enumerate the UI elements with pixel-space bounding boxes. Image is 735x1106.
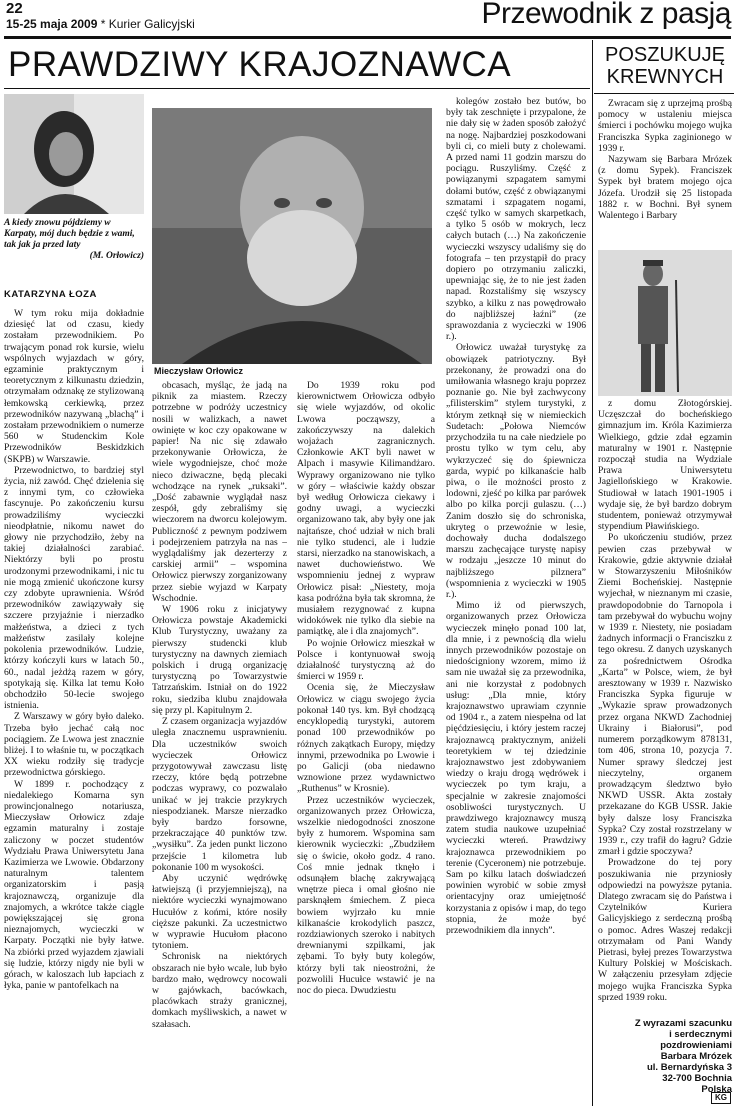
publication-name: * Kurier Galicyjski <box>97 17 195 31</box>
soldier-photo <box>598 250 732 396</box>
author-photo <box>4 94 144 214</box>
issue-date: 15-25 maja 2009 <box>6 17 98 31</box>
article-column-2 <box>152 380 287 1106</box>
title-rule <box>4 88 590 89</box>
paragraph: Z czasem organizacja wyjazdów uległa znacznemu usprawnieniu. Dla uczestników swoich wycieczek Orłowicz przygotowywał zawczasu listę rzeczy, które będą potrzebne podczas wyprawy, co pozwalało unikać w jej trakcie przykrych niespodzianek. Marsze nierzadko były bardzo forsowne, przekraczające 40 punktów tzw. „wysiłku”. Za jeden punkt liczono przejście 1 kilometra lub pokonanie 100 m wysokości. <box>152 716 287 873</box>
article-column-3 <box>297 380 435 1106</box>
signature-line: Z wyrazami szacunku <box>634 1018 732 1029</box>
epigraph-source: (M. Orłowicz) <box>89 251 144 261</box>
paragraph: Nazywam się Barbara Mrózek (z domu Sypek). Franciszek Sypek był bratem mojego ojca Józefa. Urodził się 25 listopada 1882 r. w Bochni. Był synem Walentego i Barbary <box>598 154 732 222</box>
epigraph-text: A kiedy znowu pójdziemy w Karpaty, mój duch będzie z wami, tak jak ja przed laty <box>4 218 135 250</box>
paragraph: Mimo iż od pierwszych, organizowanych przez Orłowicza wycieczek minęło ponad 100 lat, dla mnie, i z pewnością dla wielu innych przewodników pozostaje on niedościgniony wzorem, mimo iż sam nie uważał się za przewodnika, ani nie korzystał z podobnych usług: „Dla mnie, który krajoznawstwo uprawiam czynnie od 1904 r., a zatem niespełna od lat pięćdziesięciu, i który jestem raczej krajoznawcą praktycznym, aniżeli teoretykiem w tej dziedzinie krajoznawstwo jest zdobywaniem wiedzy o kraju drogą wędrówek i wycieczek po tym kraju, a specjalnie w zakresie znajomości osobliwości turystycznych. U prawdziwego krajoznawcy muszą zatem studia naukowe uzupełniać wycieczki wtereń. Prawdziwy krajoznawca przewodnikiem po terenie (Cyceronem) nie potrzebuje. Sam po kilku latach doświadczeń powinien wyrobić w sobie zmysł orientacyjny oraz umiejętność korzystania z opisów i map, do tego stopnia, że może być przewodnikiem dla innych”. <box>446 600 586 937</box>
paragraph: Z Warszawy w góry było daleko. Trzeba było jechać całą noc pociągiem. Ze Lwowa jest znacznie bliżej. I to właśnie tu, w początkach XX wieku rodziły się tradycje przewodnictwa górskiego. <box>4 711 144 779</box>
article-column-4 <box>446 96 586 1102</box>
sidebar-rule <box>594 93 734 94</box>
paragraph: W 1899 r. pochodzący z niedalekiego Komarna syn prowincjonalnego notariusza, Mieczysław Orłowicz zdaje egzamin maturalny i zostaje zaliczony w poczet studentów Wydziału Prawa Uniwersytetu Jana Kazimierza we Lwowie. Obdarzony naturalnym talentem organizatorskim i pasją krajoznawczą, organizuje dla znajomych, a wkrótce także ciągle powiększającej się grona nieznajomych, wycieczki w Karpaty. Początki nie były łatwe. Na zbiórki przed wyjazdem zjawiali się ludzie, którzy nigdy nie byli w górach, w kaloszach lub łapciach z łyka, panie w pantofelkach na <box>4 778 144 992</box>
sidebar-title: POSZUKUJĘ KREWNYCH <box>604 44 726 88</box>
page-number: 22 <box>6 0 23 17</box>
article-column-1 <box>4 308 144 1106</box>
sidebar-text-bottom <box>598 398 732 1016</box>
paragraph: Po wojnie Orłowicz mieszkał w Polsce i kontynuował swoją działalność turystyczną aż do śmierci w 1959 r. <box>297 637 435 683</box>
orlowicz-portrait <box>152 108 432 364</box>
portrait-caption: Mieczysław Orłowicz <box>154 366 244 376</box>
signature-line: Polska <box>701 1084 732 1095</box>
paragraph: Po ukończeniu studiów, przez pewien czas przebywał w Krakowie, gdzie aktywnie działał w Stowarzyszeniu Miłośników Ziemi Bocheńskiej. Następnie wyjechał, w nieznanym mi czasie, prawdopodobnie do Tarnopola i tam przebywał do wybuchu wojny w 1939 r. Niestety, nie posiadam żadnych informacji o Franciszku z tego okresu. Z danych uzyskanych za pośrednictwem Ośrodka „Karta” w Polsce, wiem, że był aresztowany w 1939 r. Nazwisko Franciszka Sypka figuruje w „Wykazie spraw prowadzonych przez organa NKWD Zachodniej Ukrainy i Białorusi”, pod numerem porządkowym 878131, tom 406, strona 10, pozycja 7. Numer sprawy śledczej jest nieczytelny, organem prowadzącym śledztwo było NKWD USSR. Akta zostały przekazane do KGB USSR. Jakie były dalsze losy Franciszka Sypka? Czy został rozstrzelany w 1939 r., czy trafił do łagru? Gdzie zmarł i gdzie spoczywa? <box>598 532 732 858</box>
issue-date-line <box>6 17 195 31</box>
paragraph: Przez uczestników wycieczek, organizowanych przez Orłowicza, wszelkie niedogodności znoszone były z humorem. Wspomina sam kierownik wycieczki: „Zbudziłem się o świcie, około godz. 4 rano. Coś mnie jednak tknęło i odsunąłem blachę zakrywającą wnętrze pieca i omal głośno nie parsknąłem śmiechem. Z pieca bowiem wyjrzało ku mnie kilkanaście krokodylich paszcz, rozdziawionych szeroko i nabitych drewnianymi szpilkami, jak zębami. To były buty kolegów, którzy byli tak nieostrożni, że pozwolili Hucułce wstawić je na noc do pieca. Dwudziestu <box>297 794 435 996</box>
paragraph: W 1906 roku z inicjatywy Orłowicza powstaje Akademicki Klub Turystyczny, uważany za pierwszy studencki klub turystyczny na dawnych ziemiach polskich i drugą organizację turystyczną po Towarzystwie Tatrzańskim. Istniał on do 1922 roku, siedziba klubu znajdowała się przy pl. Kapitulnym 2. <box>152 604 287 716</box>
signature-line: Barbara Mrózek <box>660 1051 732 1062</box>
paragraph: z domu Złotogórskiej. Uczęszczał do bocheńskiego gimnazjum im. Króla Kazimierza Wielkiego, gdzie zdał egzamin maturalny w 1901 r. Następnie rozpoczął studia na Wydziale Prawa Uniwersytetu Jagiellońskiego w Krakowie. Studiował w latach 1901-1905 i wydaje się, że był bardzo dobrym studentem, ponieważ otrzymywał stypendium Pławińskiego. <box>598 398 732 533</box>
paragraph: obcasach, myśląc, że jadą na piknik za miastem. Rzeczy potrzebne w podróży uczestnicy nosili w walizkach, a nawet owinięte w koc czy opakowane w papier! Na nic się zdawało przekonywanie Orłowicza, że wiele wygodniejsze, choć może nieco dziwaczne, będą plecaki wchodzące na rynek „ruksaki”. „Dość zabawnie wyglądał nasz zespół, gdy zebraliśmy się wieczorem na dworcu kolejowym. Publiczność z pewnym podziwem i podejrzeniem patrzyła na nas – wyglądaliśmy jak dezerterzy z carskiej armii” – wspomina Orłowicz pierwszy zorganizowany przez siebie wyjazd w Karpaty Wschodnie. <box>152 380 287 604</box>
paragraph: Schronisk na niektórych obszarach nie było wcale, lub było bardzo mało, wędrowcy nocowali w gajówkach, bacówkach, placówkach straży granicznej, domkach myśliwskich, a nawet w szałasach. <box>152 951 287 1030</box>
signature-line: i serdecznymi <box>669 1029 732 1040</box>
paragraph: W tym roku mija dokładnie dziesięć lat od czasu, kiedy zostałam przewodnikiem. Po trwającym ponad rok kursie, wielu wspólnych wyjazdach w góry, egzaminie praktycznym i teoretycznym z kilkunastu dziedzin, otrzymałam odznakę ze stylizowaną łemkowską cerkiewką, przez przewodników nazywaną „blachą” i zostałam przewodnikiem o numerze 560 w Studenckim Kole Przewodników Beskidzkich (SKPB) w Warszawie. <box>4 308 144 465</box>
signature <box>596 1018 732 1095</box>
section-title: Przewodnik z pasją <box>481 0 731 30</box>
paragraph: Orłowicz uważał turystykę za obowiązek patriotyczny. Był przekonany, że prowadzi ona do umiłowania własnego kraju poprzez poznanie go. Nie był zachwycony „filisterskim” stylem turystyki, z którym zetknął się w niemieckich Sudetach: „Połowa Niemców przychodziła tu na całe niedziele po prostu tylko w tym celu, aby wykrzyczeć się do śpiewnicza garda, wypić po kilkanaście halb piwa, o ile możności prosto z lodowni, zjeść po kilka par parówek albo po kilka porcji gulaszu. (…) Zanim doszło się do schroniska, ukryteg o przewoźnie w lesie, dochowały ducha dodalszego marszu zachęcające turystę napisy w rodzaju „jeszcze 10 minut do najbliższego pilznera” (wspomnienia z wycieczki w 1905 r.). <box>446 342 586 600</box>
paragraph: Przewodnictwo, to bardziej styl życia, niż zawód. Chęć dzielenia się z innymi tym, co człowieka fascynuje. Po zakończeniu kursu prowadziliśmy wycieczki nieodpłatnie, nikomu nawet do głowy nie przychodziło, żeby na takiej działalności zarabiać. Niektórzy byli po prostu urodzonymi przewodnikami, i nic tu nie mogą zmienić ukończone kursy czy zdobyte uprawnienia. Wśród przewodników zawiązywały się szczere przyjaźnie i nierzadko małżeństwa, a dzieci z tych małżeństw zasilały kolejne pokolenia przewodników. Ludzie, którzy kończyli kurs w latach 50., 60., nadal jeżdżą razem w góry, spotykają się. Kilka lat temu Koło obchodziło 50-lecie swojego istnienia. <box>4 464 144 712</box>
paragraph: Prowadzone do tej pory poszukiwania nie przyniosły odpowiedzi na powyższe pytania. Dlatego zwracam się do Państwa i Czytelników Kuriera Galicyjskiego z serdeczną prośbą o pomoc. Adres Waszej redakcji otrzymałam od Pani Wandy Pietrasi, byłej prezes Towarzystwa Kultury Polskiej w Mościskach. W załączeniu przesyłam zdjęcie mojego wujka Franciszka Sypka sprzed 1939 roku. <box>598 857 732 1003</box>
column-divider <box>592 40 593 1106</box>
paragraph: Do 1939 roku pod kierownictwem Orłowicza odbyło się wiele wyjazdów, od okolic Lwowa począwszy, a zakończywszy na dalekich wojażach zagranicznych. Członkowie AKT byli nawet w Alpach i masywie Kilimandżaro. Wyprawy organizowano nie tylko w góry – właściwie każdy obszar był według Orłowicza ciekawy i godny uwagi, a wycieczki organizowano tak, aby były one jak najtańsze, choć udział w nich brali nie tylko studenci, ale i ludzie starsi, nierzadko na stanowiskach, a nawet duchowieństwo. We wspomnieniu jednej z wypraw Orłowicz pisał: „Niestety, moja kasa podróżna była tak skromna, że musiałem rezygnować z kupna widokówek nie tylko dla siebie na pamiątkę, ale i dla znajomych”. <box>297 380 435 638</box>
epigraph <box>4 218 144 262</box>
signature-line: 32-700 Bochnia <box>662 1073 732 1084</box>
signature-line: ul. Bernardyńska 3 <box>646 1062 732 1073</box>
paragraph: kolegów zostało bez butów, bo były tak zeschnięte i przypalone, że nie dały się w żaden sposób założyć na nogę. Najbardziej poszkodowani byli ci, co mieli buty z cholewami. A przed nami 11 godzin marszu do pociągu. Ruszyliśmy. Część z powiązanymi szpagatem samymi dołami butów, część z obwiązanymi szmatami i szpagatem nogami, część tylko w samych skarpetkach, a tylko 5 osób w mokrych, lecz całych butach (…) Na zakończenie wycieczki wszyscy udaliśmy się do fotografa – ten przystąpił do pracy dopiero po otrzymaniu zaliczki, upewniając się, że to nie jest żaden napad. Rozstaliśmy się wszyscy szybko, a kilku z nas powędrowało do najbliższej łaźni” (ze sprawozdania z wycieczki w 1906 r.). <box>446 96 586 343</box>
paragraph: Zwracam się z uprzejmą prośbą pomocy w ustaleniu miejsca śmierci i pochówku mojego wujka Franciszka Sypka zaginionego w 1939 r. <box>598 98 732 154</box>
sidebar-text-top <box>598 98 732 246</box>
paragraph: Ocenia się, że Mieczysław Orłowicz w ciągu swojego życia pokonał 140 tys. km. Był chodzącą encyklopedią turystyki, autorem ponad 100 przewodników po różnych zakątkach Europy, między innymi, przewodnika po Lwowie i po Galicji (oba niedawno wznowione przez wydawnictwo „Ruthenus” w Krosnie). <box>297 682 435 795</box>
article-title: PRAWDZIWY KRAJOZNAWCA <box>8 45 512 84</box>
signature-line: pozdrowieniami <box>660 1040 732 1051</box>
header-rule <box>4 36 731 39</box>
article-author: KATARZYNA ŁOZA <box>4 289 97 300</box>
publisher-mark: KG <box>711 1092 731 1104</box>
paragraph: Aby uczynić wędrówkę łatwiejszą (i przyjemniejszą), na niektóre wycieczki wynajmowano Hucułów z końmi, które nosiły cięższe pakunki. Za uczestnictwo w wyprawie Hucułom płacono tytoniem. <box>152 872 287 952</box>
